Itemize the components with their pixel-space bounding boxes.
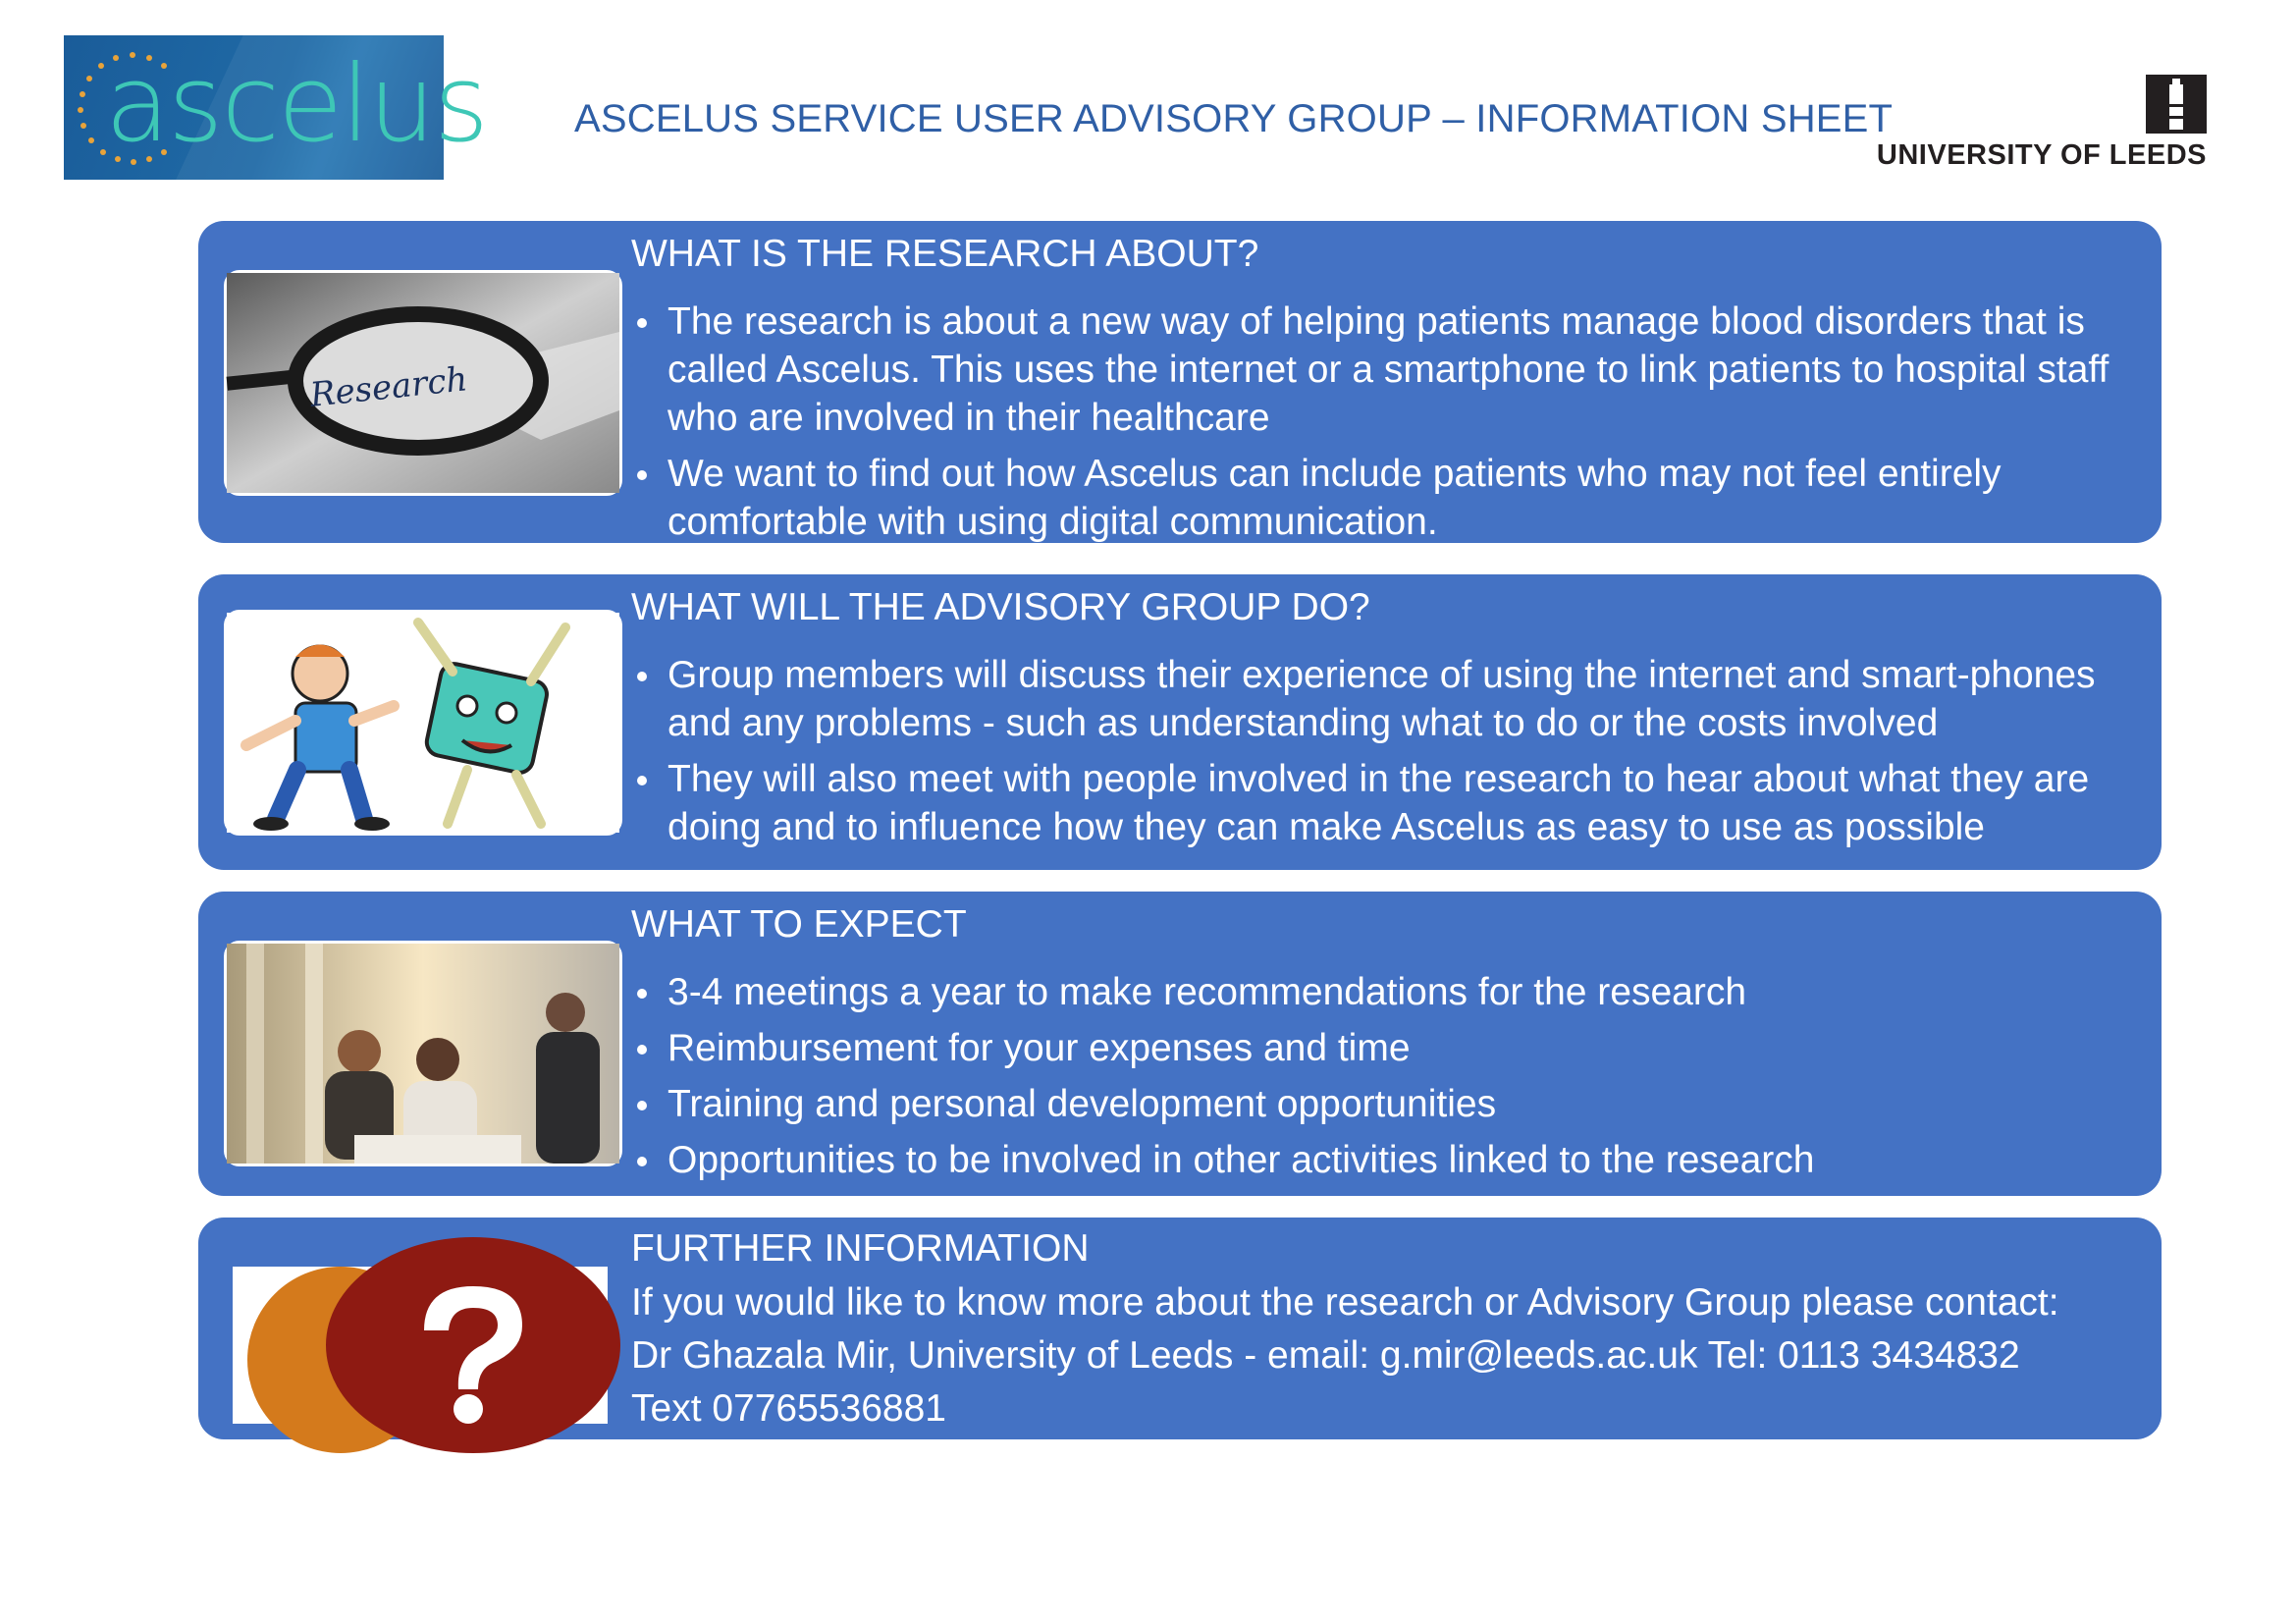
- university-logo: [1873, 75, 2207, 173]
- list-item: Group members will discuss their experience of using the internet and smart-phones and any problems - such as understanding what to do or the costs involved: [631, 651, 2154, 747]
- ascelus-logo: [64, 35, 487, 180]
- page-title: ASCELUS SERVICE USER ADVISORY GROUP – INFORMATION SHEET: [574, 97, 1894, 140]
- list-item: Opportunities to be involved in other activities linked to the research: [631, 1136, 2154, 1184]
- section-advisory-group: [198, 574, 2162, 870]
- contact-details: Dr Ghazala Mir, University of Leeds - email: g.mir@leeds.ac.uk Tel: 0113 3434832: [631, 1334, 2020, 1377]
- man-chasing-computer-cartoon-icon: [224, 610, 622, 836]
- section-what-to-expect: [198, 892, 2162, 1196]
- list-item: The research is about a new way of helping patients manage blood disorders that is called Ascelus. This uses the internet or a smartphone to link patients to hospital staff who are involved in their healthcare: [631, 298, 2154, 442]
- contact-intro: If you would like to know more about the research or Advisory Group please contact:: [631, 1281, 2059, 1324]
- section-heading: WHAT WILL THE ADVISORY GROUP DO?: [631, 586, 1370, 628]
- meeting-photo-icon: [224, 941, 622, 1166]
- logo-wordmark: ascelus: [105, 43, 487, 166]
- university-wordmark: UNIVERSITY OF LEEDS: [1876, 139, 2207, 171]
- section-heading: FURTHER INFORMATION: [631, 1227, 1090, 1270]
- contact-text-number: Text 07765536881: [631, 1387, 946, 1430]
- university-crest-icon: [2146, 75, 2207, 134]
- section-heading: WHAT IS THE RESEARCH ABOUT?: [631, 233, 1259, 275]
- list-item: They will also meet with people involved in the research to hear about what they are doing and to influence how they can make Ascelus as easy to use as possible: [631, 755, 2154, 851]
- magnifier-research-icon: [224, 270, 622, 496]
- bullet-list: [631, 968, 2154, 1192]
- list-item: Training and personal development opportunities: [631, 1080, 2154, 1128]
- question-mark-icon: [233, 1267, 608, 1424]
- section-further-information: [198, 1218, 2162, 1439]
- list-item: 3-4 meetings a year to make recommendations for the research: [631, 968, 2154, 1016]
- section-heading: WHAT TO EXPECT: [631, 903, 967, 946]
- magnifier-text: Research: [308, 359, 470, 415]
- section-research-about: [198, 221, 2162, 543]
- list-item: We want to find out how Ascelus can include patients who may not feel entirely comfortable with using digital communication.: [631, 450, 2154, 546]
- bullet-list: [631, 651, 2154, 859]
- bullet-list: [631, 298, 2154, 554]
- list-item: Reimbursement for your expenses and time: [631, 1024, 2154, 1072]
